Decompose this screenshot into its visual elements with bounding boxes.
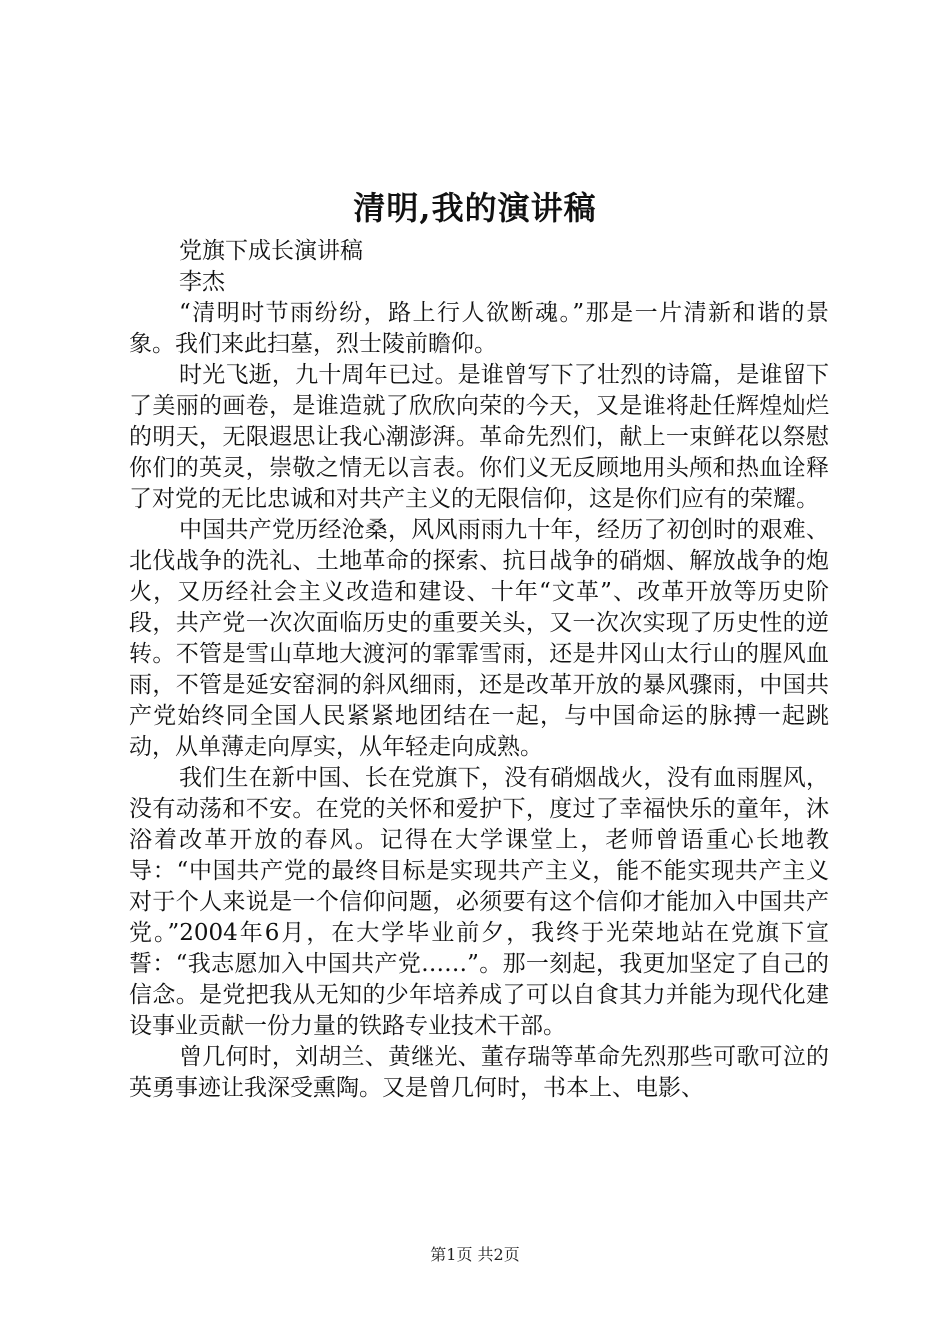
document-title: 清明,我的演讲稿	[353, 189, 597, 227]
paragraph: 我们生在新中国、长在党旗下，没有硝烟战火，没有血雨腥风，没有动荡和不安。在党的关怀和爱护下，度过了幸福快乐的童年，沐浴着改革开放的春风。记得在大学课堂上，老师曾语重心长地教导：“中国共产党的最终目标是实现共产主义，能不能实现共产主义对于个人来说是一个信仰问题，必须要有这个信仰才能加入中国共产党。”2004年6月，在大学毕业前夕，我终于光荣地站在党旗下宣誓：“我志愿加入中国共产党……”。那一刻起，我更加坚定了自己的信念。是党把我从无知的少年培养成了可以自食其力并能为现代化建设事业贡献一份力量的铁路专业技术干部。	[129, 765, 829, 1039]
paragraph: 时光飞逝，九十周年已过。是谁曾写下了壮烈的诗篇，是谁留下了美丽的画卷，是谁造就了欣欣向荣的今天，又是谁将赴任辉煌灿烂的明天，无限遐思让我心潮澎湃。革命先烈们，献上一束鲜花以祭慰你们的英灵，崇敬之情无以言表。你们义无反顾地用头颅和热血诠释了对党的无比忠诚和对共产主义的无限信仰，这是你们应有的荣耀。	[129, 362, 829, 512]
paragraph: 曾几何时，刘胡兰、黄继光、董存瑞等革命先烈那些可歌可泣的英勇事迹让我深受熏陶。又是曾几何时，书本上、电影、	[129, 1044, 829, 1101]
page-footer: 第1页 共2页	[430, 1245, 520, 1264]
document-body	[129, 236, 829, 1104]
paragraph: “清明时节雨纷纷，路上行人欲断魂。”那是一片清新和谐的景象。我们来此扫墓，烈士陵前瞻仰。	[129, 300, 829, 357]
paragraph: 中国共产党历经沧桑，风风雨雨九十年，经历了初创时的艰难、北伐战争的洗礼、土地革命的探索、抗日战争的硝烟、解放战争的炮火，又历经社会主义改造和建设、十年“文革”、改革开放等历史阶段，共产党一次次面临历史的重要关头，又一次次实现了历史性的逆转。不管是雪山草地大渡河的霏霏雪雨，还是井冈山太行山的腥风血雨，不管是延安窑洞的斜风细雨，还是改革开放的暴风骤雨，中国共产党始终同全国人民紧紧地团结在一起，与中国命运的脉搏一起跳动，从单薄走向厚实，从年轻走向成熟。	[129, 517, 829, 760]
document-subtitle: 党旗下成长演讲稿	[179, 238, 363, 264]
document-author: 李杰	[179, 269, 225, 295]
